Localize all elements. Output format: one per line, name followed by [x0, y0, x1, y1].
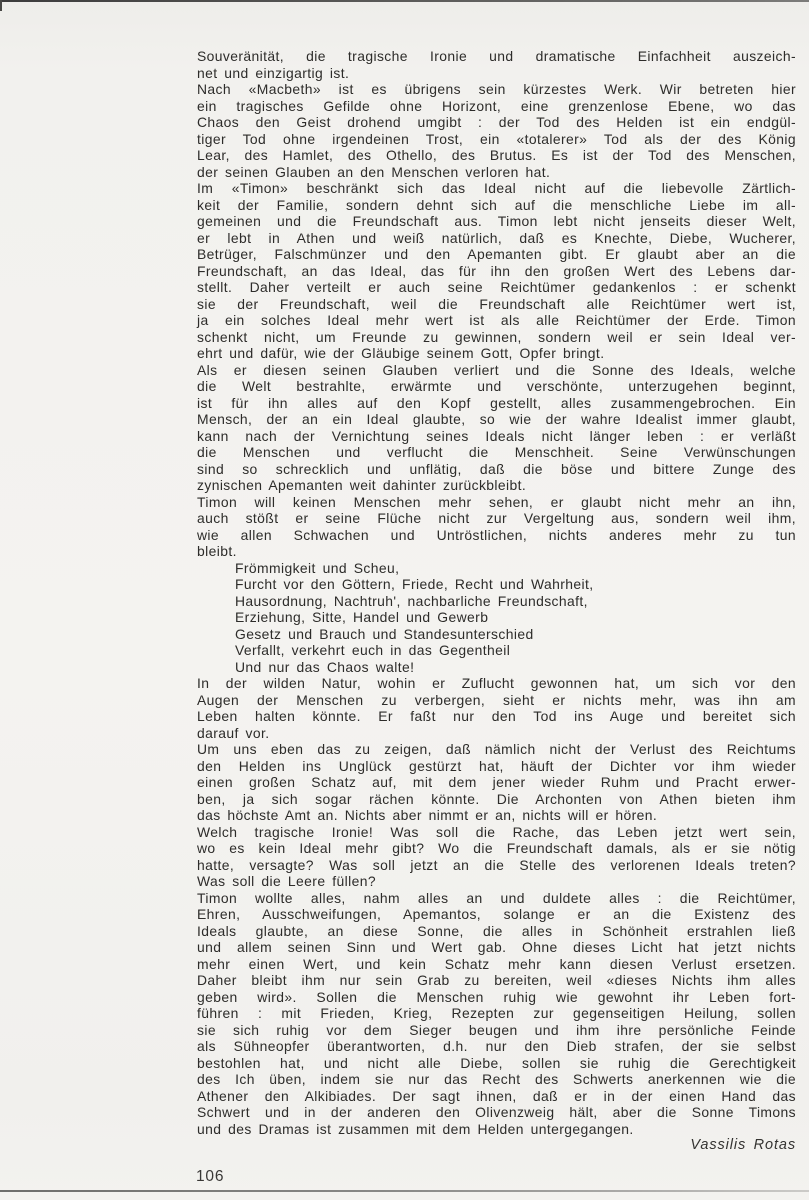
verse-line: Verfallt, verkehrt euch in das Gegentheil	[235, 642, 511, 658]
text-line: Welch tragische Ironie! Was soll die Rache, das Leben jetzt wert sein,	[197, 823, 796, 840]
text-line: Timon will keinen Menschen mehr sehen, er glaubt nicht mehr an ihn,	[197, 493, 796, 510]
verse-line: Gesetz und Brauch und Standesunterschied	[235, 625, 534, 642]
text-line: Betrüger, Falschmünzer und den Apemanten gibt. Er glaubt aber an die	[197, 246, 796, 262]
text-line: Daher bleibt ihm nur sein Grab zu bereiten, weil «dieses Nichts ihm alles	[197, 972, 796, 988]
author-signature: Vassilis Rotas	[690, 1137, 796, 1153]
text-line: Timon wollte alles, nahm alles an und duldete alles : die Reichtümer,	[197, 889, 796, 906]
text-line: Um uns eben das zu zeigen, daß nämlich nicht der Verlust des Reichtums	[197, 741, 796, 757]
scan-edge-bottom	[0, 1190, 809, 1192]
text-line: als Sühneopfer überantworten, d.h. nur den Dieb strafen, der sie selbst	[197, 1038, 796, 1054]
text-line: ehrt und dafür, wie der Gläubige seinem Gott, Opfer bringt.	[197, 345, 605, 361]
text-line: kann nach der Vernichtung seines Ideals nicht länger leben : er verläßt	[197, 427, 796, 444]
text-line: schenkt nicht, um Freunde zu gewinnen, sondern weil er sein Ideal ver-	[197, 328, 796, 345]
text-line: Mensch, der an ein Ideal glaubte, so wie der wahre Idealist immer glaubt,	[197, 411, 796, 427]
text-line: sie der Freundschaft, weil die Freundschaft alle Reichtümer wert ist,	[197, 295, 796, 312]
text-line: tiger Tod ohne irgendeinen Trost, ein «totalerer» Tod als der des König	[197, 130, 796, 147]
text-line: keit der Familie, sondern dehnt sich auf die menschliche Liebe im all-	[197, 196, 796, 213]
text-line: er lebt in Athen und weiß natürlich, daß es Knechte, Diebe, Wucherer,	[197, 229, 796, 246]
text-line: die Menschen und verflucht die Menschheit. Seine Verwünschungen	[197, 444, 796, 460]
body-text	[197, 48, 796, 1154]
page-number: 106	[196, 1168, 225, 1185]
text-line: wo es kein Ideal mehr gibt? Wo die Freundschaft damals, als er sie nötig	[197, 840, 796, 856]
text-line: ja ein solches Ideal mehr wert ist als alle Reichtümer der Erde. Timon	[197, 312, 796, 328]
text-line: Athener den Alkibiades. Der sagt ihnen, daß er in der einen Hand das	[197, 1087, 796, 1104]
text-line: geben wird». Sollen die Menschen ruhig wie gewohnt ihr Leben fort-	[197, 988, 796, 1005]
text-line: auch stößt er seine Flüche nicht zur Vergeltung aus, sondern weil ihm,	[197, 510, 796, 526]
scan-edge-top	[0, 0, 809, 2]
text-line: darauf vor.	[197, 724, 270, 741]
text-line: wie allen Schwachen und Untröstlichen, nichts anderes mehr zu tun	[197, 526, 796, 543]
text-line: die Welt bestrahlte, erwärmte und verschönte, unterzugehen beginnt,	[197, 378, 796, 394]
text-line: Freundschaft, an das Ideal, das für ihn den großen Wert des Lebens dar-	[197, 262, 796, 279]
text-line: Augen der Menschen zu verbergen, sieht er nichts mehr, was ihn am	[197, 691, 796, 708]
text-line: und allem seinen Sinn und Wert gab. Ohne dieses Licht hat jetzt nichts	[197, 939, 796, 955]
text-line: net und einzigartig ist.	[197, 64, 350, 81]
text-line: der seinen Glauben an den Menschen verloren hat.	[197, 163, 551, 180]
text-line: Souveränität, die tragische Ironie und dramatische Einfachheit auszeich-	[197, 48, 796, 64]
text-line: zynischen Apemanten weit dahinter zurückbleibt.	[197, 477, 527, 493]
text-line: das höchste Amt an. Nichts aber nimmt er an, nichts will er hören.	[197, 807, 658, 823]
text-line: sind so schrecklich und unflätig, daß die böse und bittere Zunge des	[197, 460, 796, 477]
text-line: Im «Timon» beschränkt sich das Ideal nicht auf die liebevolle Zärtlich-	[197, 180, 796, 196]
text-line: Ehren, Ausschweifungen, Apemantos, solange er an die Existenz des	[197, 906, 796, 922]
text-line: Was soll die Leere füllen?	[197, 873, 376, 889]
text-line: bestohlen hat, und nicht alle Diebe, sollen sie ruhig die Gerechtigkeit	[197, 1054, 796, 1071]
text-line: den Helden ins Unglück gestürzt hat, häuft der Dichter vor ihm wieder	[197, 757, 796, 774]
text-line: Ideals glaubte, an diese Sonne, die alles in Schönheit erstrahlen ließ	[197, 922, 796, 939]
verse-line: Hausordnung, Nachtruh', nachbarliche Freundschaft,	[235, 592, 588, 609]
text-line: Lear, des Hamlet, des Othello, des Brutus. Es ist der Tod des Menschen,	[197, 147, 796, 163]
text-line: Chaos den Geist drohend umgibt : der Tod des Helden ist ein endgül-	[197, 114, 796, 130]
text-line: einen großen Schatz auf, mit dem jener wieder Ruhm und Pracht erwer-	[197, 774, 796, 790]
text-line: Schwert und in der anderen den Olivenzweig hält, aber die Sonne Timons	[197, 1104, 796, 1120]
verse-line: Frömmigkeit und Scheu,	[235, 559, 400, 576]
text-line: und des Dramas ist zusammen mit dem Helden untergegangen.	[197, 1120, 634, 1137]
text-line: sie sich ruhig vor dem Sieger beugen und ihm ihre persönliche Feinde	[197, 1021, 796, 1038]
text-line: hatte, versagte? Was soll jetzt an die Stelle des verlorenen Ideals treten?	[197, 856, 796, 873]
text-line: Leben halten könnte. Er faßt nur den Tod ins Auge und bereitet sich	[197, 708, 796, 724]
text-line: In der wilden Natur, wohin er Zuflucht gewonnen hat, um sich vor den	[197, 675, 796, 691]
text-line: Als er diesen seinen Glauben verliert und die Sonne des Ideals, welche	[197, 361, 796, 378]
text-line: ist für ihn alles auf den Kopf gestellt, alles zusammengebrochen. Ein	[197, 394, 796, 411]
text-line: führen : mit Frieden, Krieg, Rezepten zur gegenseitigen Heilung, sollen	[197, 1005, 796, 1021]
text-line: bleibt.	[197, 543, 237, 559]
verse-line: Und nur das Chaos walte!	[235, 658, 415, 675]
verse-line: Furcht vor den Göttern, Friede, Recht und Wahrheit,	[235, 576, 594, 592]
text-line: Nach «Macbeth» ist es übrigens sein kürzestes Werk. Wir betreten hier	[197, 81, 796, 97]
text-line: des Ich üben, indem sie nur das Recht des Schwerts anerkennen wie die	[197, 1071, 796, 1087]
text-line: mehr einen Wert, und kein Schatz mehr kann diesen Verlust ersetzen.	[197, 955, 796, 972]
text-line: ben, ja sich sogar rächen könnte. Die Archonten von Athen bieten ihm	[197, 790, 796, 807]
scan-edge-left	[0, 0, 2, 11]
text-line: ein tragisches Gefilde ohne Horizont, eine grenzenlose Ebene, wo das	[197, 97, 796, 114]
verse-line: Erziehung, Sitte, Handel und Gewerb	[235, 609, 489, 625]
text-line: stellt. Daher verteilt er auch seine Reichtümer gedankenlos : er schenkt	[197, 279, 796, 295]
text-line: gemeinen und die Freundschaft aus. Timon lebt nicht jenseits dieser Welt,	[197, 213, 796, 229]
